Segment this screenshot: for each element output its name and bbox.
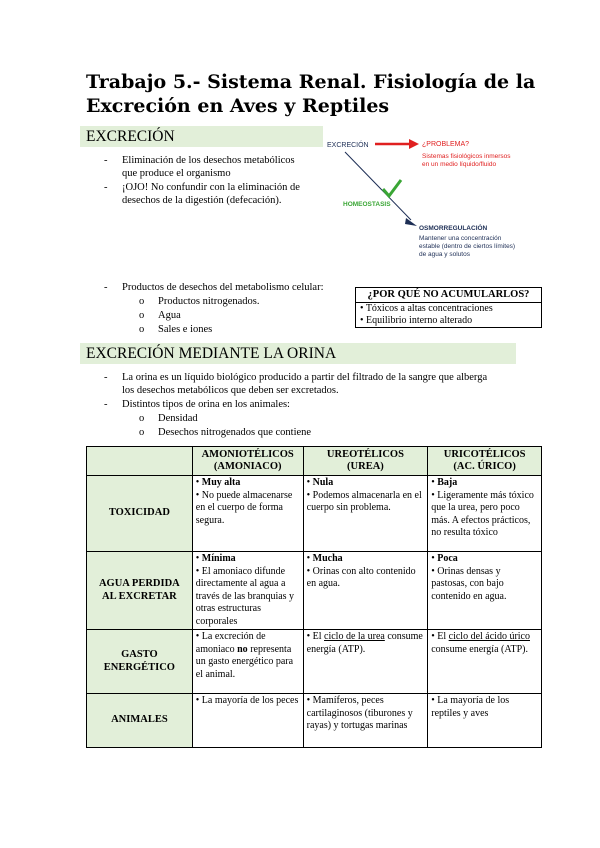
list-item	[104, 281, 362, 294]
diagram-problema-line1: Sistemas fisiológicos inmersos	[422, 153, 511, 160]
sub-list-item: o Agua	[139, 310, 181, 321]
page-title: Trabajo 5.- Sistema Renal. Fisiología de la Excreción en Aves y Reptiles	[86, 71, 536, 117]
dash-bullet: -	[104, 182, 108, 193]
sub-list-item: o Productos nitrogenados.	[139, 296, 260, 307]
sub-list-item: o Desechos nitrogenados que contiene	[139, 427, 312, 438]
table-cell: • Mamíferos, peces cartilaginosos (tiburones y rayas) y tortugas marinas	[303, 694, 428, 748]
excretion-diagram	[325, 132, 555, 272]
section-heading-excrecion: EXCRECIÓN	[80, 126, 323, 147]
table-cell: • El ciclo de la urea consume energía (ATP).	[303, 630, 428, 694]
row-header: GASTO ENERGÉTICO	[87, 630, 193, 694]
table-cell: • La excreción de amoniaco no representa un gasto energético para el animal.	[192, 630, 303, 694]
bullet-line: ¡OJO! No confundir con la eliminación de	[122, 182, 300, 193]
bullet-line: Distintos tipos de orina en los animales:	[122, 399, 290, 410]
row-header: AGUA PERDIDA AL EXCRETAR	[87, 552, 193, 630]
table-corner	[87, 447, 193, 476]
table-cell: • Baja • Ligeramente más tóxico que la urea, pero poco más. A efectos prácticos, no resulta tóxico	[428, 476, 542, 552]
column-header: URICOTÉLICOS (AC. ÚRICO)	[428, 447, 542, 476]
diagram-excrecion-label: EXCRECIÓN	[327, 142, 369, 149]
bullet-line: La orina es un líquido biológico producido a partir del filtrado de la sangre que alberga	[122, 372, 488, 383]
diagram-homeostasis: HOMEOSTASIS	[343, 201, 391, 208]
sub-list-item: o Densidad	[139, 413, 198, 424]
diagram-problema-line2: en un medio líquido/fluido	[422, 161, 497, 168]
dash-bullet: -	[104, 372, 108, 383]
diagram-osmo-line1: Mantener una concentración	[419, 235, 502, 242]
list-item	[104, 181, 322, 207]
table-cell: • El ciclo del ácido úrico consume energía (ATP).	[428, 630, 542, 694]
table-row	[87, 552, 542, 630]
bullet-line: Productos de desechos del metabolismo celular:	[122, 282, 324, 293]
dark-arrow-head	[405, 218, 417, 226]
sub-list-item: o Sales e iones	[139, 324, 213, 335]
list-item	[104, 371, 542, 397]
table-cell: • La mayoría de los peces	[192, 694, 303, 748]
why-accumulate-box	[355, 287, 542, 328]
table-cell: • Muy alta • No puede almacenarse en el cuerpo de forma segura.	[192, 476, 303, 552]
list-item	[104, 398, 542, 411]
dash-bullet: -	[104, 155, 108, 166]
section-heading-orina: EXCRECIÓN MEDIANTE LA ORINA	[80, 343, 516, 364]
dash-bullet: -	[104, 399, 108, 410]
connector-line	[345, 152, 411, 220]
table-cell: • Poca • Orinas densas y pastosas, con bajo contenido en agua.	[428, 552, 542, 630]
red-arrow-head	[409, 139, 419, 149]
row-header: TOXICIDAD	[87, 476, 193, 552]
diagram-osmorregulacion: OSMORREGULACIÓN	[419, 225, 488, 232]
row-header: ANIMALES	[87, 694, 193, 748]
column-header: UREOTÉLICOS (UREA)	[303, 447, 428, 476]
dash-bullet: -	[104, 282, 108, 293]
why-box-item: • Equilibrio interno alterado	[360, 315, 473, 326]
bullet-line: los desechos metabólicos que deben ser excretados.	[122, 385, 339, 396]
table-cell: • Nula • Podemos almacenarla en el cuerpo sin problema.	[303, 476, 428, 552]
list-item	[104, 154, 322, 180]
table-cell: • Mucha • Orinas con alto contenido en agua.	[303, 552, 428, 630]
diagram-osmo-line2: estable (dentro de ciertos límites)	[419, 243, 516, 250]
table-row	[87, 630, 542, 694]
why-box-item: • Tóxicos a altas concentraciones	[360, 303, 493, 314]
bullet-line: que produce el organismo	[122, 168, 231, 179]
excretion-table	[86, 446, 542, 748]
bullet-line: desechos de la digestión (defecación).	[122, 195, 282, 206]
table-row	[87, 694, 542, 748]
diagram-osmo-line3: de agua y solutos	[419, 251, 470, 258]
diagram-problema: ¿PROBLEMA?	[422, 141, 470, 148]
table-cell: • La mayoría de los reptiles y aves	[428, 694, 542, 748]
check-icon	[383, 180, 401, 196]
table-cell: • Mínima • El amoniaco difunde directamente al agua a través de las branquias y otras estructuras corporales	[192, 552, 303, 630]
bullet-line: Eliminación de los desechos metabólicos	[122, 155, 295, 166]
why-box-heading: ¿POR QUÉ NO ACUMULARLOS?	[356, 288, 541, 303]
table-row	[87, 476, 542, 552]
column-header: AMONIOTÉLICOS (AMONIACO)	[192, 447, 303, 476]
